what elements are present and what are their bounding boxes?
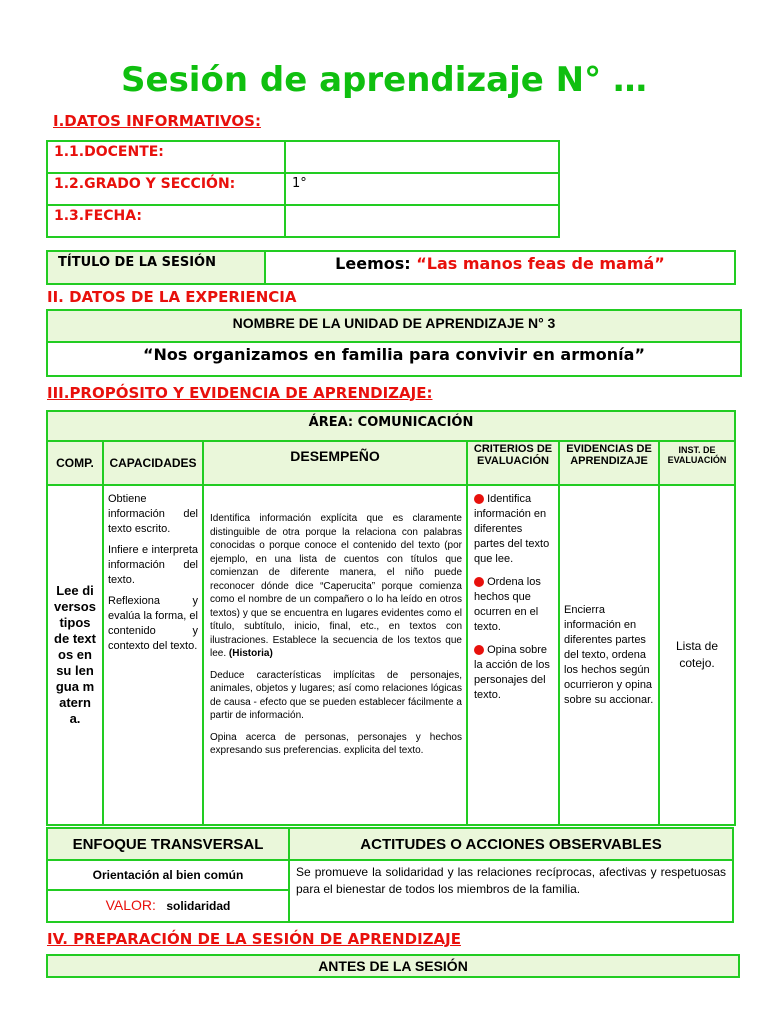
desempeno-item: Deduce características implícitas de personajes, animales, objetos y lugares; así como relaciones lógicas de causa - efecto que se pueden establecer fácilmente a partir de información. xyxy=(210,669,462,721)
capacidad-item: Obtiene información del texto escrito. xyxy=(108,493,198,535)
criterio-item: Ordena los hechos que ocurren en el texto. xyxy=(474,576,541,633)
section-heading-preparacion: IV. PREPARACIÓN DE LA SESIÓN DE APRENDIZAJE xyxy=(47,930,461,948)
desempeno-header: DESEMPEÑO xyxy=(203,441,467,485)
valor-cell xyxy=(47,890,289,922)
fecha-label: 1.3.FECHA: xyxy=(47,205,285,237)
inst-header: INST. DE EVALUACIÓN xyxy=(659,441,735,485)
comp-header: COMP. xyxy=(47,441,103,485)
orientacion-cell: Orientación al bien común xyxy=(47,860,289,890)
proposito-table xyxy=(46,410,736,826)
criterios-cell xyxy=(467,485,559,825)
section-heading-experiencia: II. DATOS DE LA EXPERIENCIA xyxy=(47,288,297,306)
grado-value: 1° xyxy=(285,173,559,205)
datos-informativos-table xyxy=(46,140,560,238)
experiencia-table xyxy=(46,309,742,377)
evidencias-header: EVIDENCIAS DE APRENDIZAJE xyxy=(559,441,659,485)
enfoque-header: ENFOQUE TRANSVERSAL xyxy=(47,828,289,860)
desempeno-item: Opina acerca de personas, personajes y hechos expresando sus preferencias. explicita del texto. xyxy=(210,731,462,756)
unidad-header: NOMBRE DE LA UNIDAD DE APRENDIZAJE N° 3 xyxy=(47,310,741,342)
criterios-header: CRITERIOS DE EVALUACIÓN xyxy=(467,441,559,485)
unidad-name: “Nos organizamos en familia para convivir en armonía” xyxy=(47,342,741,376)
valor-label: VALOR: xyxy=(105,897,156,913)
docente-label: 1.1.DOCENTE: xyxy=(47,141,285,173)
page-title: Sesión de aprendizaje N° … xyxy=(121,60,647,100)
valor-value: solidaridad xyxy=(166,899,231,913)
titulo-sesion-table xyxy=(46,250,736,285)
section-heading-datos: I.DATOS INFORMATIVOS: xyxy=(53,112,261,130)
dot-icon xyxy=(474,645,484,655)
dot-icon xyxy=(474,577,484,587)
evidencia-cell: Encierra información en diferentes partes del texto, ordena los hechos según ocurrieron y opina sobre su accionar. xyxy=(559,485,659,825)
instrumento-cell: Lista de cotejo. xyxy=(659,485,735,825)
criterio-item: Identifica información en diferentes partes del texto que lee. xyxy=(474,493,550,565)
capacidades-header: CAPACIDADES xyxy=(103,441,203,485)
grado-label: 1.2.GRADO Y SECCIÓN: xyxy=(47,173,285,205)
titulo-prefix: Leemos: xyxy=(335,254,417,273)
fecha-value xyxy=(285,205,559,237)
criterio-item: Opina sobre la acción de los personajes del texto. xyxy=(474,644,550,701)
titulo-sesion-value xyxy=(265,251,735,284)
antes-sesion-header: ANTES DE LA SESIÓN xyxy=(47,955,739,977)
section-heading-proposito: III.PROPÓSITO Y EVIDENCIA DE APRENDIZAJE: xyxy=(47,384,433,402)
capacidad-item: Infiere e interpreta información del texto. xyxy=(108,544,198,586)
desempeno-item: Identifica información explícita que es claramente distinguible de otra porque la relaciona con palabras conocidas o porque conoce el contenido del texto (por ejemplo, en una lista de cuentos con títulos que comienzan de diferente manera, el niño puede reconocer dónde dice “Caperucita” porque comienza como el nombre de un compañero o lo ha leído en otros textos) y que se encuentra en lugares evidentes como el título, subtítulo, inicio, final, etc., en textos con ilustraciones. Establece la secuencia de los textos que lee. (Historia) xyxy=(210,513,462,659)
antes-table xyxy=(46,954,740,978)
desempeno-cell xyxy=(203,485,467,825)
capacidad-item: Reflexiona y evalúa la forma, el contenido y contexto del texto. xyxy=(108,595,198,652)
enfoque-table xyxy=(46,827,734,923)
dot-icon xyxy=(474,494,484,504)
capacidades-cell xyxy=(103,485,203,825)
docente-value xyxy=(285,141,559,173)
titulo-quote: “Las manos feas de mamá” xyxy=(416,254,665,273)
titulo-sesion-label: TÍTULO DE LA SESIÓN xyxy=(47,251,265,284)
actitud-cell: Se promueve la solidaridad y las relaciones recíprocas, afectivas y respetuosas para el bienestar de todos los miembros de la familia. xyxy=(289,860,733,922)
competencia-cell: Lee diversos tipos de textos en su lengua materna. xyxy=(47,485,103,825)
area-header: ÁREA: COMUNICACIÓN xyxy=(47,411,735,441)
actitudes-header: ACTITUDES O ACCIONES OBSERVABLES xyxy=(289,828,733,860)
